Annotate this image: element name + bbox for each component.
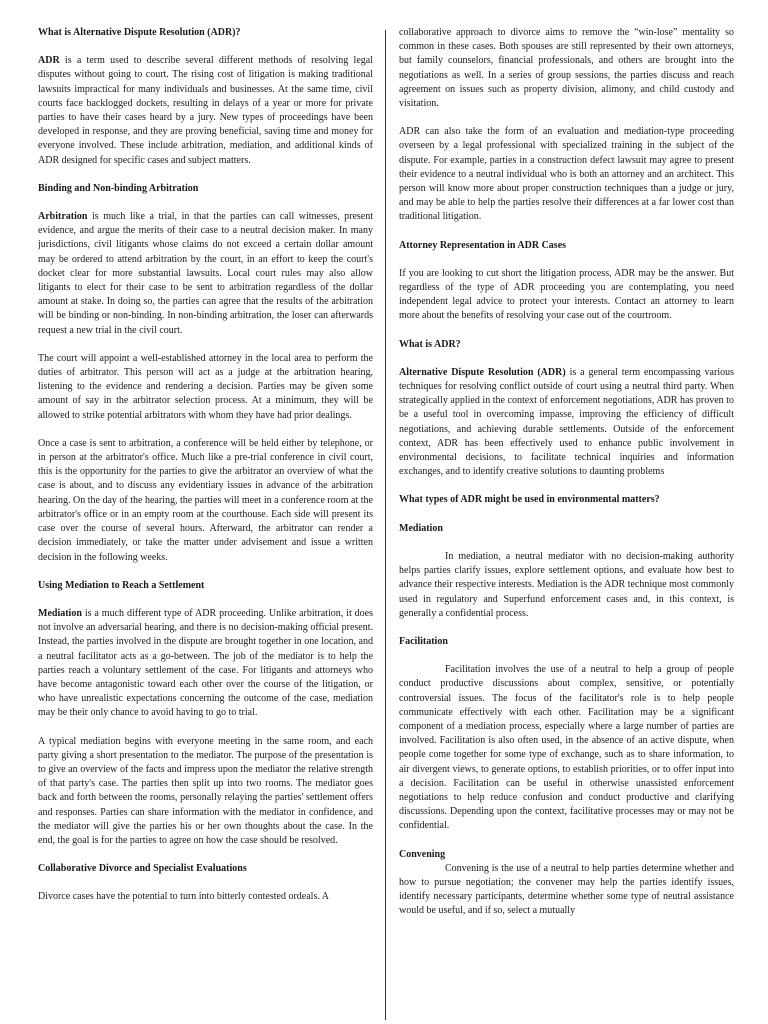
paragraph-evaluation: ADR can also take the form of an evaluation and mediation-type proceeding overseen by a legal professional with specialized training in the subject of the dispute. For example, parties in a construction defect lawsuit may agree to present their evidence to a neutral individual who is both an attorney and an architect. This person will know more about proper construction techniques than a judge or jury, and may be able to help the parties resolve their differences at a far lower cost than traditional litigation. xyxy=(399,126,734,223)
heading-using-mediation: Using Mediation to Reach a Settlement xyxy=(38,579,205,591)
paragraph-mediation-intro: Mediation is a much different type of ADR proceeding. Unlike arbitration, it does not involve an adversarial hearing, and there is no decision-making official present. Instead, the parties involved in the dispute are brought together in one location, and a neutral facilitator acts as a go-between. The job of the mediator is to help the parties reach a voluntary settlement of the case. For litigants and attorneys who have become antagonistic toward each other over the course of the litigation, or who have unrealistic expectations concerning the outcome of the case, mediation may be their only chance to avoid having to go to trial. xyxy=(38,607,373,719)
heading-what-is-adr: What is ADR? xyxy=(399,338,461,350)
heading-binding-arbitration: Binding and Non-binding Arbitration xyxy=(38,182,199,194)
heading-mediation: Mediation xyxy=(399,522,443,534)
paragraph-collaborative-continued: collaborative approach to divorce aims to remove the “win-lose” mentality so common in these cases. Both spouses are still represented by their own attorneys, but family counselors, financial professionals, and others are brought into the negotiations as well. In a series of group sessions, the parties discuss and reach agreement on issues such as property division, alimony, and child custody and visitation. xyxy=(399,27,734,110)
heading-convening: Convening xyxy=(399,848,446,860)
paragraph-attorney: If you are looking to cut short the litigation process, ADR may be the answer. But regardless of the type of ADR proceeding you are contemplating, you need independent legal advice to protect your interests. Contact an attorney to learn more about the benefits of resolving your case out of the courtroom. xyxy=(399,267,734,322)
paragraph-typical-mediation: A typical mediation begins with everyone meeting in the same room, and each party giving a short presentation to the mediator. The purpose of the presentation is to give an overview of the facts and impress upon the mediator the relative strength of that party's case. The parties then split up into two rooms. The mediator goes back and forth between the rooms, personally relaying the parties' settlement offers and responses. Parties can share information with the mediator in confidence, and the mediator will give the parties his or her own thoughts about the case. In the end, the goal is for the parties to agree on how the case should be resolved. xyxy=(38,735,373,846)
right-column xyxy=(386,26,734,1024)
heading-facilitation: Facilitation xyxy=(399,635,448,647)
paragraph-adr-definition: Alternative Dispute Resolution (ADR) is a general term encompassing various techniques for resolving conflict outside of court using a neutral third party. When strategically applied in the context of enforcement negotiations, ADR has proven to be a useful tool in overcoming impasse, improving the efficiency of difficult negotiations, and achieving durable settlements. Outside of the enforcement context, ADR has been effectively used to enhance public involvement in environmental decisions, to facilitate technical inquiries and information exchanges, and to identify creative solutions to daunting problems xyxy=(399,366,734,478)
left-column xyxy=(38,26,385,1024)
heading-collaborative-divorce: Collaborative Divorce and Specialist Evaluations xyxy=(38,863,247,875)
paragraph-convening: Convening Convening is the use of a neutral to help parties determine whether and how to pursue negotiation; the convener may help the parties identify issues, identify necessary participants, determine whether some type of neutral assistance would be useful, and if so, select a mutually xyxy=(399,848,734,917)
term-adr: ADR xyxy=(38,55,60,67)
term-mediation: Mediation xyxy=(38,607,82,619)
paragraph-divorce-start: Divorce cases have the potential to turn into bitterly contested ordeals. A xyxy=(38,891,330,903)
paragraph-court-appoint: The court will appoint a well-established attorney in the local area to perform the duties of arbitrator. This person will act as a judge at the arbitration hearing, listening to the evidence and rendering a decision. Parties may be given some amount of say in the arbitrator selection process. At a minimum, they will be allowed to strike potential arbitrators with whom they have had prior dealings. xyxy=(38,352,373,421)
term-alternative-dispute-resolution: Alternative Dispute Resolution (ADR) xyxy=(399,366,566,378)
paragraph-adr-intro: ADR is a term used to describe several different methods of resolving legal disputes without going to court. The rising cost of litigation is making traditional lawsuits impractical for many individuals and businesses. At the same time, civil courts face backlogged dockets, resulting in delays of a year or more for private parties to have their cases heard by a jury. New types of proceedings have been developed in response, and they are proving beneficial, saving time and money for everyone involved. These include arbitration, mediation, and additional kinds of ADR designed for specific cases and subject matters. xyxy=(38,55,373,166)
paragraph-once-sent: Once a case is sent to arbitration, a conference will be held either by telephone, or in person at the arbitrator's office. Much like a pre-trial conference in civil court, this is the opportunity for the parties to give the arbitrator an overview of what the case is about, and to discuss any evidentiary issues in advance of the arbitration hearing. On the day of the hearing, the parties will meet in a conference room at the arbitrator's office or in an empty room at the courthouse. Each side will present its case over the course of several hours. Afterward, the arbitrator can render a decision immediately, or take the matter under advisement and issue a written decision in the following weeks. xyxy=(38,437,373,563)
paragraph-mediation: In mediation, a neutral mediator with no decision-making authority helps parties clarify issues, explore settlement options, and evaluate how best to advance their respective interests. Mediation is the ADR technique most commonly used in regulatory and Superfund enforcement cases and, in this context, is generally a confidential process. xyxy=(399,550,734,619)
heading-environmental-types: What types of ADR might be used in environmental matters? xyxy=(399,494,660,506)
paragraph-facilitation: Facilitation involves the use of a neutral to help a group of people conduct productive discussions about complex, sensitive, or potentially controversial issues. The focus of the facilitator's role is to help people communicate effectively with each other. Facilitation may be a significant component of a mediation process, especially where a large number of parties are involved. Facilitation is also often used, in the absence of an active dispute, when people come together for some type of exchange, such as to share information, to air divergent views, to generate options, to establish priorities, or to offer input into a decision. Facilitation can be useful in otherwise unassisted enforcement negotiations to help reduce confusion and conduct productive and clarifying discussions. Depending upon the context, facilitative processes may or may not be confidential. xyxy=(399,664,734,832)
two-column-layout xyxy=(38,26,740,1024)
term-arbitration: Arbitration xyxy=(38,211,88,223)
paragraph-arbitration: Arbitration is much like a trial, in that the parties can call witnesses, present evidence, and argue the merits of their case to a neutral decision maker. In many jurisdictions, civil litigants whose claims do not exceed a certain dollar amount may be ordered to attend arbitration by the court, in an effort to keep the court's docket clear for more substantial lawsuits. Local court rules may also allow litigants to elect for their case to be sent to arbitration regardless of the dollar amount at stake. In doing so, the parties can agree that the results of the arbitration will be binding or non-binding. In non-binding arbitration, the loser can afterwards request a new trial in the civil court. xyxy=(38,211,373,336)
heading-what-is-adr-long: What is Alternative Dispute Resolution (ADR)? xyxy=(38,27,241,38)
heading-attorney-representation: Attorney Representation in ADR Cases xyxy=(399,239,567,251)
